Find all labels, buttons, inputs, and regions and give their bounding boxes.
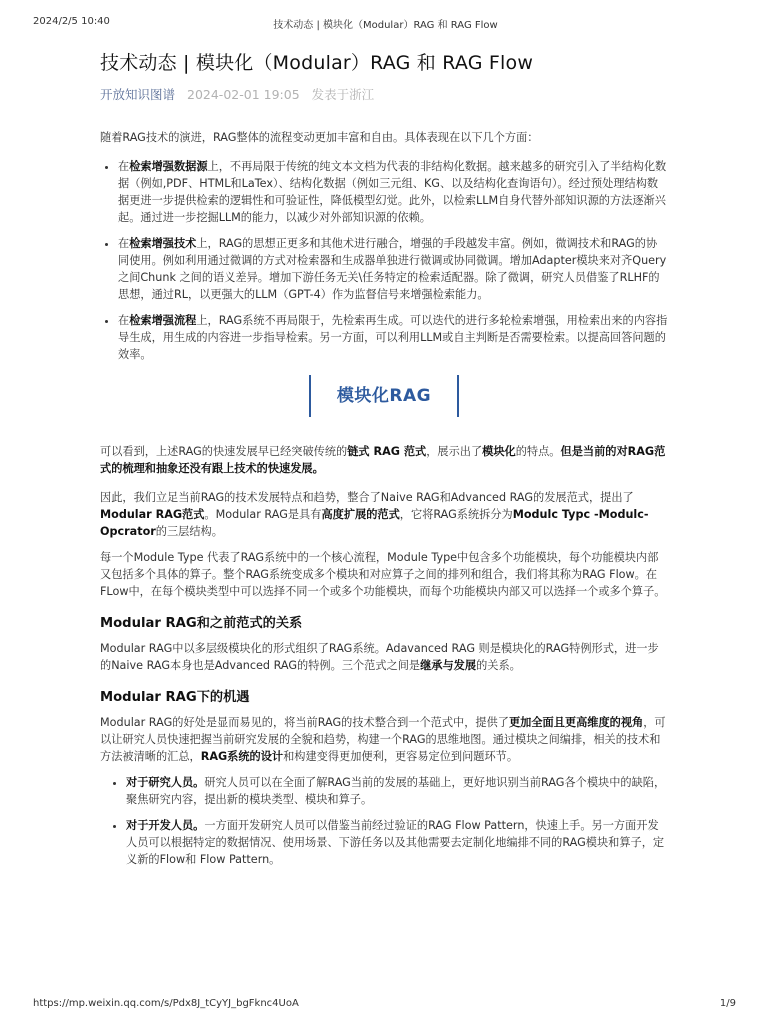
bullet-list-2 (100, 774, 668, 868)
text: ，展示出了 (426, 445, 483, 458)
publish-location: 发表于浙江 (311, 87, 375, 102)
bold-text: RAG系统的设计 (200, 750, 284, 763)
bold-text: 链式 RAG 范式 (347, 445, 427, 458)
bold-text: 检索增强技术 (129, 237, 197, 250)
page-number: 1/9 (719, 998, 736, 1009)
bold-text: 模块化 (482, 445, 516, 458)
bold-text: 更加全面且更高维度的视角 (508, 716, 644, 729)
section-heading: Modular RAG下的机遇 (100, 690, 250, 705)
bold-text: 高度扩展的范式 (321, 508, 400, 521)
text: 的特点。 (515, 445, 561, 458)
print-footer (33, 998, 736, 1012)
article-title: 技术动态 | 模块化（Modular）RAG 和 RAG Flow (100, 52, 534, 74)
section-title: 模块化RAG (336, 386, 432, 406)
article-meta (100, 85, 668, 103)
publish-time: 2024-02-01 19:05 (187, 87, 300, 102)
list-item (118, 312, 668, 363)
text: 在 (118, 314, 130, 327)
text: 上，RAG系统不再局限于，先检索再生成。可以迭代的进行多轮检索增强，用检索出来的内容指导生成，用生成的内容进一步指导检索。另一方面，可以利用LLM或自主判断是否需要检索。以提高回答问题的效率。 (118, 314, 668, 361)
text: 的关系。 (476, 659, 521, 672)
text: 研究人员可以在全面了解RAG当前的发展的基础上，更好地识别当前RAG各个模块中的缺陷，聚焦研究内容，提出新的模块类型、模块和算子。 (126, 776, 666, 806)
author-link[interactable]: 开放知识图谱 (100, 87, 176, 102)
print-date: 2024/2/5 10:40 (33, 16, 110, 27)
print-header (33, 16, 738, 30)
text: 因此，我们立足当前RAG的技术发展特点和趋势，整合了Naive RAG和Advanced RAG的发展范式，提出了 (100, 491, 634, 504)
text: ，它将RAG系统拆分为 (399, 508, 513, 521)
text: 上，RAG的思想正更多和其他术进行融合，增强的手段越发丰富。例如，微调技术和RAG的协同使用。例如利用通过微调的方式对检索器和生成器单独进行微调或协同微调。增加Adapter模块来对齐Query之间Chunk 之间的语义差异。增加下游任务无关\任务特定的检索适配器。除了微调，研究人员借鉴了RLHF的思想，通过RL，以更强大的LLM（GPT-4）作为监督信号来增强检索能力。 (118, 237, 667, 301)
text: 一方面开发研究人员可以借鉴当前经过验证的RAG Flow Pattern，快速上手。另一方面开发人员可以根据特定的数据情况、使用场景、下游任务以及其他需要去定制化地编排不同的RAG模块和算子，定义新的Flow和 Flow Pattern。 (126, 819, 665, 866)
intro-paragraph: 随着RAG技术的演进，RAG整体的流程变动更加丰富和自由。具体表现在以下几个方面： (100, 131, 539, 144)
paragraph (100, 489, 668, 540)
text: 可以看到，上述RAG的快速发展早已经突破传统的 (100, 445, 348, 458)
text: 在 (118, 160, 130, 173)
article-body (100, 48, 668, 880)
text: 和构建变得更加便利，更容易定位到问题环节。 (283, 750, 519, 763)
text: 。Modular RAG是具有 (204, 508, 322, 521)
list-item (118, 235, 668, 303)
paragraph (100, 640, 668, 674)
list-item (126, 817, 668, 868)
bold-text: Modular RAG范式 (100, 508, 205, 521)
bullet-list-1 (100, 158, 668, 363)
section-title-box (309, 375, 459, 417)
text: Modular RAG中以多层级模块化的形式组织了RAG系统。Adavanced RAG 则是模块化的RAG特例形式，进一步的Naive RAG本身也是Advanced RAG的特例。三个范式之间是 (100, 642, 659, 672)
text: 上，不再局限于传统的纯文本文档为代表的非结构化数据。越来越多的研究引入了半结构化数据（例如,PDF、HTML和LaTex）、结构化数据（例如三元组、KG、以及结构化查询语句）。经过预处理结构数据更进一步提供检索的逻辑性和可验证性，降低模型幻觉。此外，以检索LLM自身代替外部知识源的方法逐渐兴起。通过进一步挖掘LLM的能力，以减少对外部知识源的依赖。 (118, 160, 667, 224)
list-item (118, 158, 668, 226)
bold-text: 但是当前的对RAG范式的梳理和抽象还没有跟上技术的快速发展。 (100, 445, 666, 475)
text: Modular RAG的好处是显而易见的，将当前RAG的技术整合到一个范式中，提供了 (100, 716, 509, 729)
bold-text: Modulc Typc -Modulc-Opcrator (100, 508, 649, 538)
bold-text: 检索增强流程 (129, 314, 197, 327)
paragraph (100, 714, 668, 765)
text: 的三层结构。 (155, 525, 223, 538)
bold-text: 检索增强数据源 (129, 160, 208, 173)
paragraph (100, 443, 668, 477)
bold-text: 对于开发人员。 (126, 819, 205, 832)
text: 在 (118, 237, 130, 250)
bold-text: 继承与发展 (420, 659, 477, 672)
bold-text: 对于研究人员。 (126, 776, 205, 789)
list-item (126, 774, 668, 808)
text: ，可以让研究人员快速把握当前研究发展的全貌和趋势，构建一个RAG的思维地图。通过模块之间编排，相关的技术和方法被清晰的汇总， (100, 716, 666, 763)
section-heading: Modular RAG和之前范式的关系 (100, 616, 303, 631)
page-url[interactable]: https://mp.weixin.qq.com/s/Pdx8J_tCyYJ_bgFknc4UoA (33, 998, 299, 1009)
paragraph: 每一个Module Type 代表了RAG系统中的一个核心流程，Module Type中包含多个功能模块，每个功能模块内部又包括多个具体的算子。整个RAG系统变成多个模块和对应算子之间的排列和组合，我们将其称为RAG Flow。在FLow中，在每个模块类型中可以选择不同一个或多个功能模块，而每个功能模块内部又可以选择一个或多个算子。 (100, 551, 666, 598)
print-page-title: 技术动态 | 模块化（Modular）RAG 和 RAG Flow (273, 20, 498, 31)
